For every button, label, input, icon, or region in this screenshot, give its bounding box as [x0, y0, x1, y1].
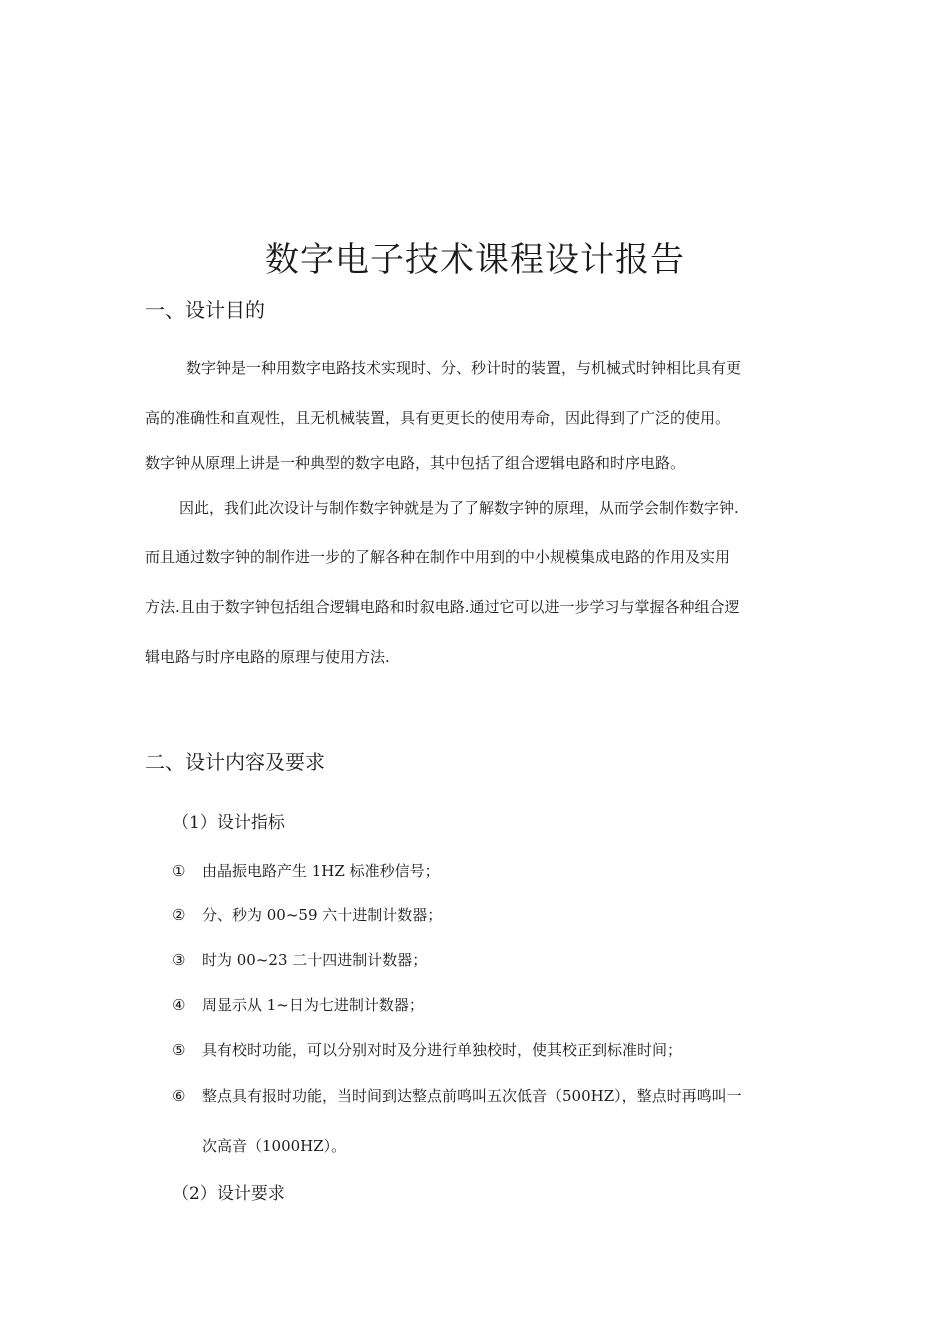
- section-heading-design-purpose: 一、设计目的: [145, 298, 265, 322]
- list-item-text: 周显示从 1~日为七进制计数器；: [202, 996, 424, 1014]
- section-heading-design-content: 二、设计内容及要求: [145, 750, 325, 774]
- paragraph-line: 而且通过数字钟的制作进一步的了解各种在制作中用到的中小规模集成电路的作用及实用: [145, 548, 731, 566]
- list-item-text: 具有校时功能，可以分别对时及分进行单独校时，使其校正到标准时间；: [202, 1041, 683, 1059]
- list-item: [172, 860, 440, 881]
- paragraph-line: 高的准确性和直观性，且无机械装置，具有更更长的使用寿命，因此得到了广泛的使用。: [145, 409, 731, 427]
- circled-number-5: ⑤: [172, 1041, 186, 1059]
- subheading-design-requirements: （2）设计要求: [172, 1184, 285, 1204]
- list-item: [172, 904, 442, 925]
- circled-number-2: ②: [172, 906, 186, 924]
- list-item: [172, 949, 427, 970]
- circled-number-6: ⑥: [172, 1087, 186, 1105]
- list-item-text: 时为 00~23 二十四进制计数器；: [202, 951, 428, 969]
- paragraph-line: 数字钟是一种用数字电路技术实现时、分、秒计时的装置，与机械式时钟相比具有更: [186, 359, 742, 377]
- list-item-continuation: 次高音（1000HZ）。: [202, 1137, 347, 1155]
- list-item-text: 分、秒为 00~59 六十进制计数器；: [202, 906, 443, 924]
- paragraph-line: 因此，我们此次设计与制作数字钟就是为了了解数字钟的原理，从而学会制作数字钟.: [179, 499, 739, 517]
- circled-number-3: ③: [172, 951, 186, 969]
- list-item: [172, 1039, 682, 1060]
- circled-number-1: ①: [172, 862, 186, 880]
- document-title: 数字电子技术课程设计报告: [265, 240, 685, 280]
- subheading-design-indicators: （1）设计指标: [172, 813, 285, 833]
- paragraph-line: 方法.且由于数字钟包括组合逻辑电路和时叙电路.通过它可以进一步学习与掌握各种组合逻: [145, 598, 740, 616]
- paragraph-line: 数字钟从原理上讲是一种典型的数字电路，其中包括了组合逻辑电路和时序电路。: [145, 454, 686, 472]
- paragraph-line: 辑电路与时序电路的原理与使用方法.: [145, 648, 390, 666]
- list-item: [172, 994, 424, 1015]
- list-item-text: 由晶振电路产生 1HZ 标准秒信号；: [202, 862, 440, 880]
- list-item-text: 整点具有报时功能，当时间到达整点前鸣叫五次低音（500HZ），整点时再鸣叫一: [202, 1087, 742, 1105]
- circled-number-4: ④: [172, 996, 186, 1014]
- list-item: [172, 1085, 742, 1106]
